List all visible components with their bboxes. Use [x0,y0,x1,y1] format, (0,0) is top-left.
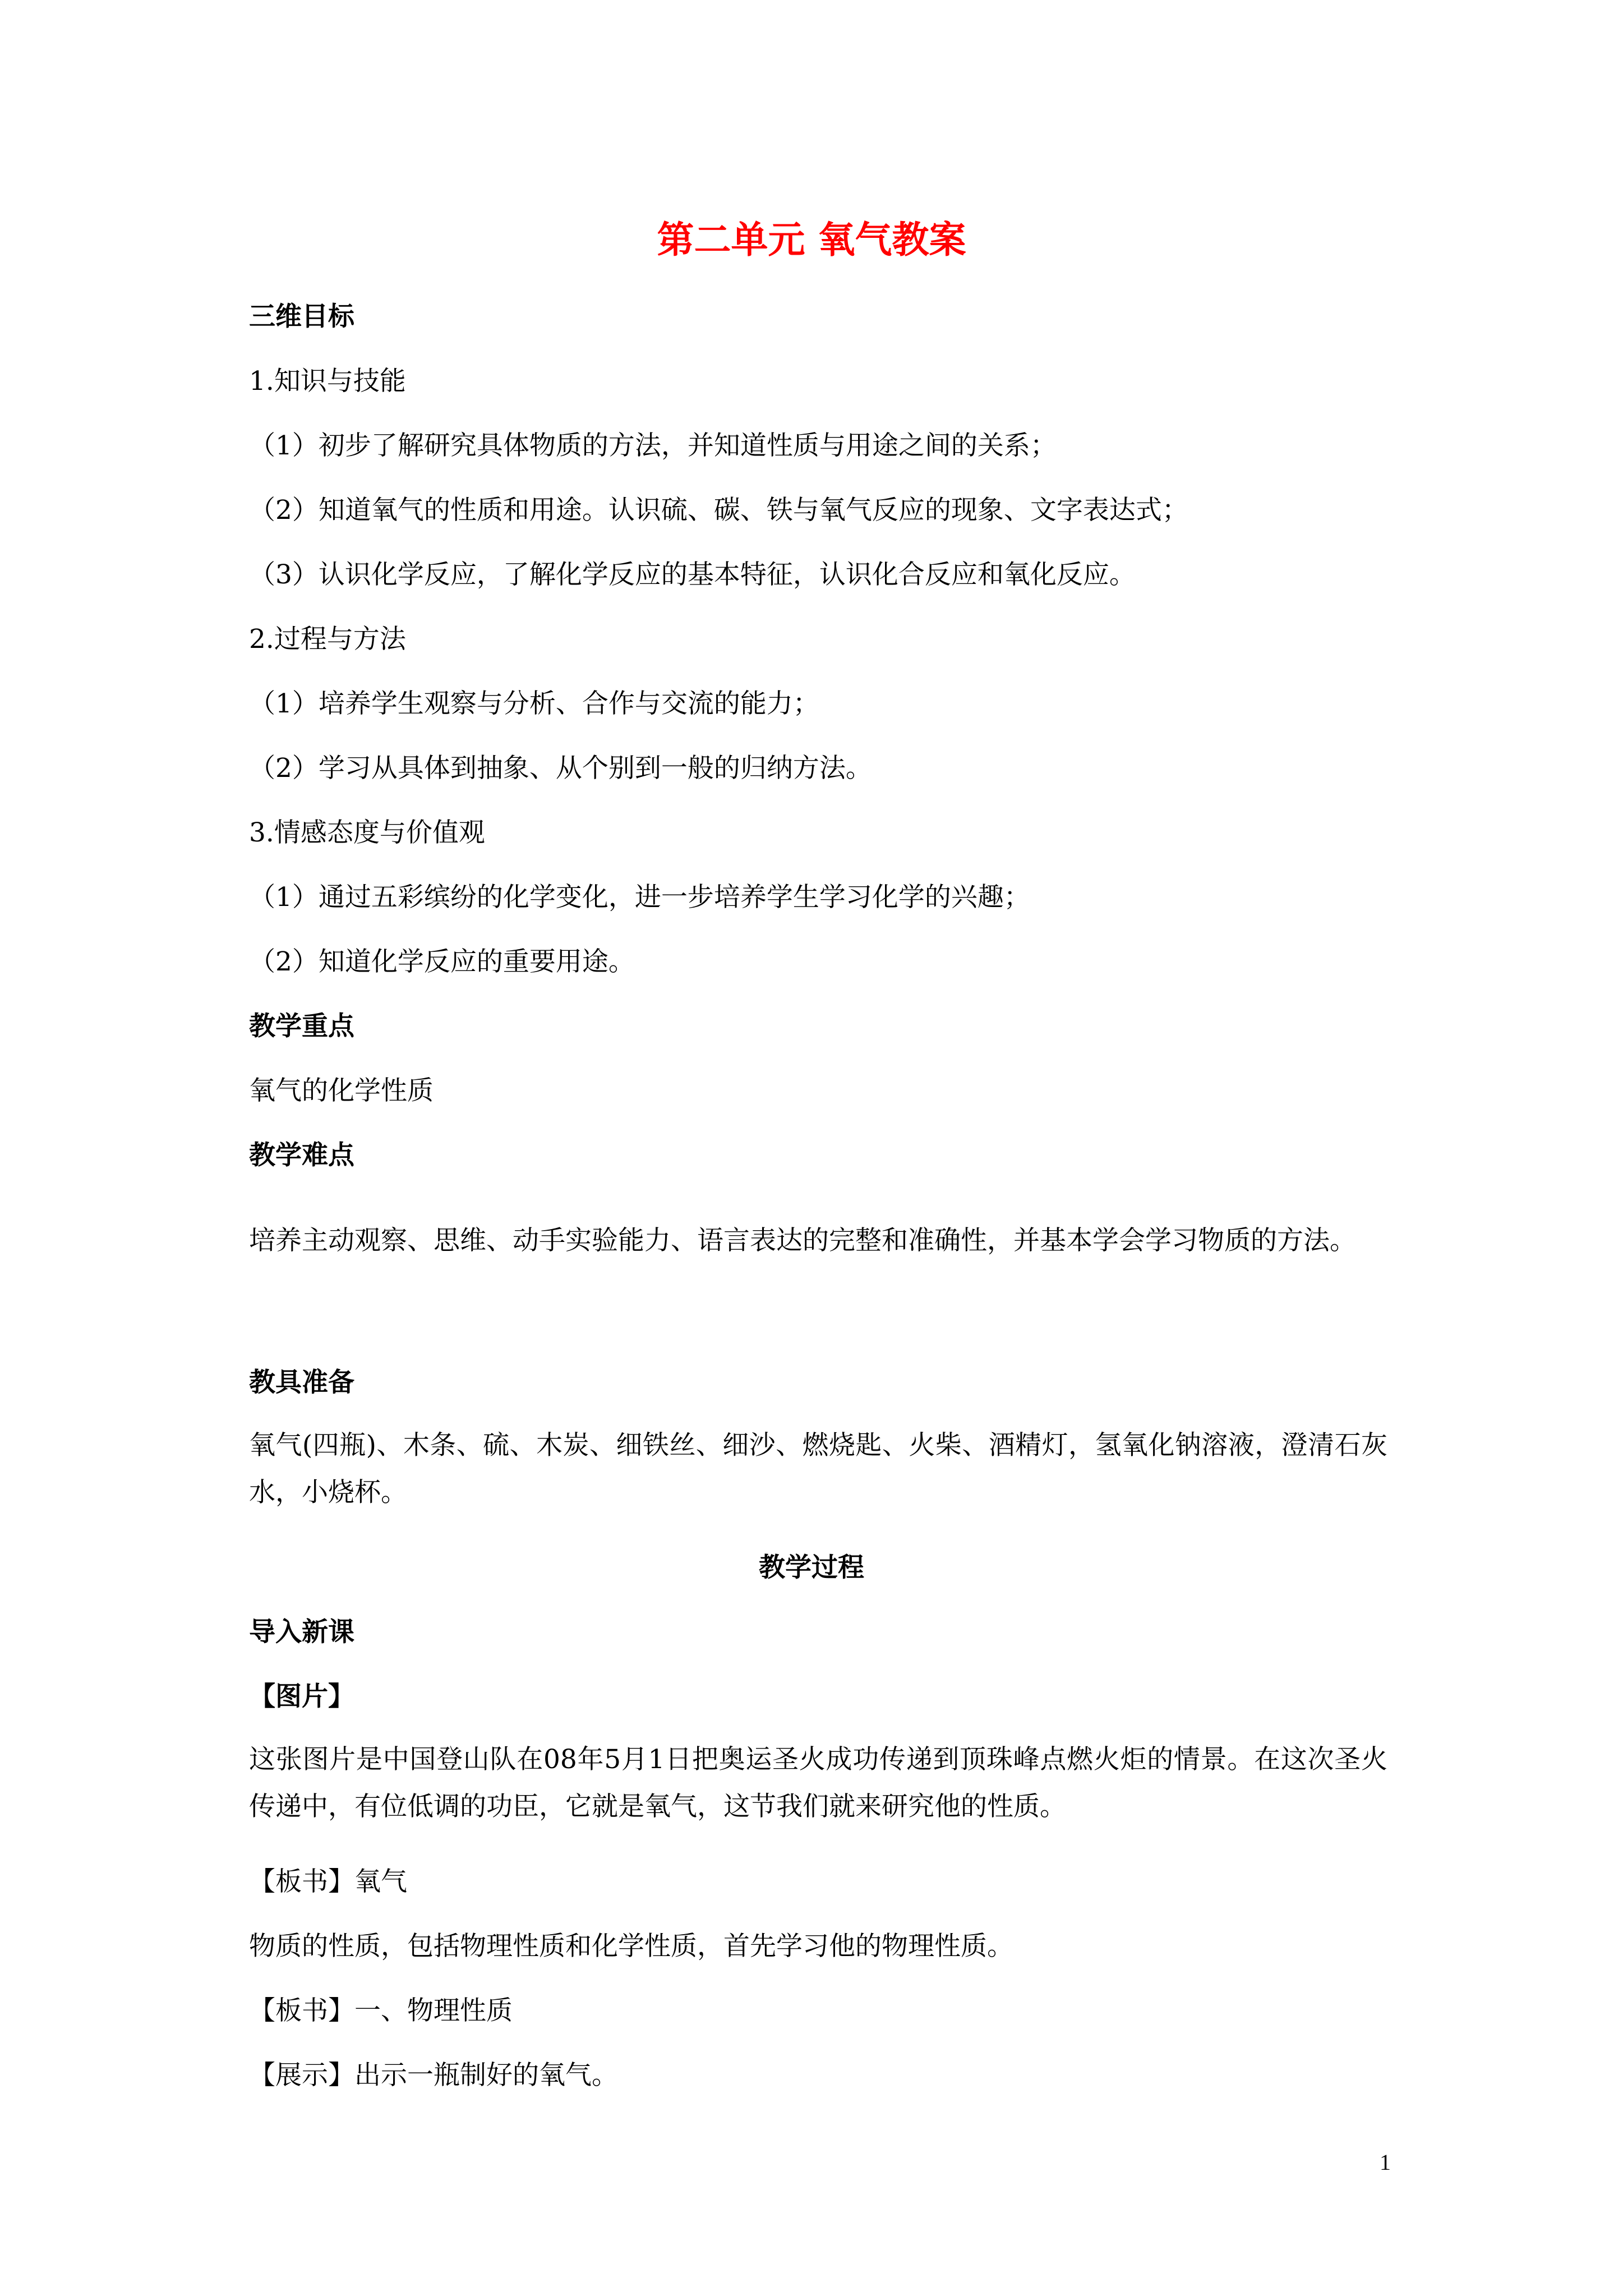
heading-introduce-new-lesson: 导入新课 [249,1617,354,1648]
heading-three-dimensional-goals: 三维目标 [249,301,354,332]
knowledge-item-2: （2）知道氧气的性质和用途。认识硫、碳、铁与氧气反应的现象、文字表达式； [249,495,1188,526]
label-picture: 【图片】 [249,1681,354,1712]
heading-teaching-tools: 教具准备 [249,1367,354,1398]
subheading-process-methods: 2.过程与方法 [249,624,406,655]
board-note-oxygen: 【板书】氧气 [249,1866,407,1897]
teaching-difficulty-text: 培养主动观察、思维、动手实验能力、语言表达的完整和准确性，并基本学会学习物质的方法。 [249,1225,1356,1256]
knowledge-item-3: （3）认识化学反应，了解化学反应的基本特征，认识化合反应和氧化反应。 [249,559,1136,590]
display-oxygen-bottle: 【展示】出示一瓶制好的氧气。 [249,2060,618,2091]
document-title: 第二单元 氧气教案 [657,218,966,261]
process-item-2: （2）学习从具体到抽象、从个别到一般的归纳方法。 [249,753,872,784]
picture-description: 这张图片是中国登山队在08年5月1日把奥运圣火成功传递到顶珠峰点燃火炬的情景。在这次圣火传递中，有位低调的功臣，它就是氧气，这节我们就来研究他的性质。 [249,1744,1387,1822]
teaching-key-text: 氧气的化学性质 [249,1075,434,1106]
knowledge-item-1: （1）初步了解研究具体物质的方法，并知道性质与用途之间的关系； [249,430,1057,461]
page-number: 1 [1380,2150,1391,2175]
process-item-1: （1）培养学生观察与分析、合作与交流的能力； [249,688,819,719]
heading-teaching-key: 教学重点 [249,1011,354,1042]
heading-teaching-difficulty: 教学难点 [249,1140,354,1171]
subheading-attitude-values: 3.情感态度与价值观 [249,817,485,848]
board-note-physical-properties: 【板书】一、物理性质 [249,1995,513,2026]
subheading-knowledge-skills: 1.知识与技能 [249,366,406,397]
attitude-item-1: （1）通过五彩缤纷的化学变化，进一步培养学生学习化学的兴趣； [249,882,1030,913]
attitude-item-2: （2）知道化学反应的重要用途。 [249,946,635,977]
heading-teaching-process: 教学过程 [759,1552,864,1583]
properties-intro-text: 物质的性质，包括物理性质和化学性质，首先学习他的物理性质。 [249,1931,1013,1962]
teaching-tools-text: 氧气(四瓶)、木条、硫、木炭、细铁丝、细沙、燃烧匙、火柴、酒精灯，氢氧化钠溶液，澄清石灰水，小烧杯。 [249,1430,1387,1508]
